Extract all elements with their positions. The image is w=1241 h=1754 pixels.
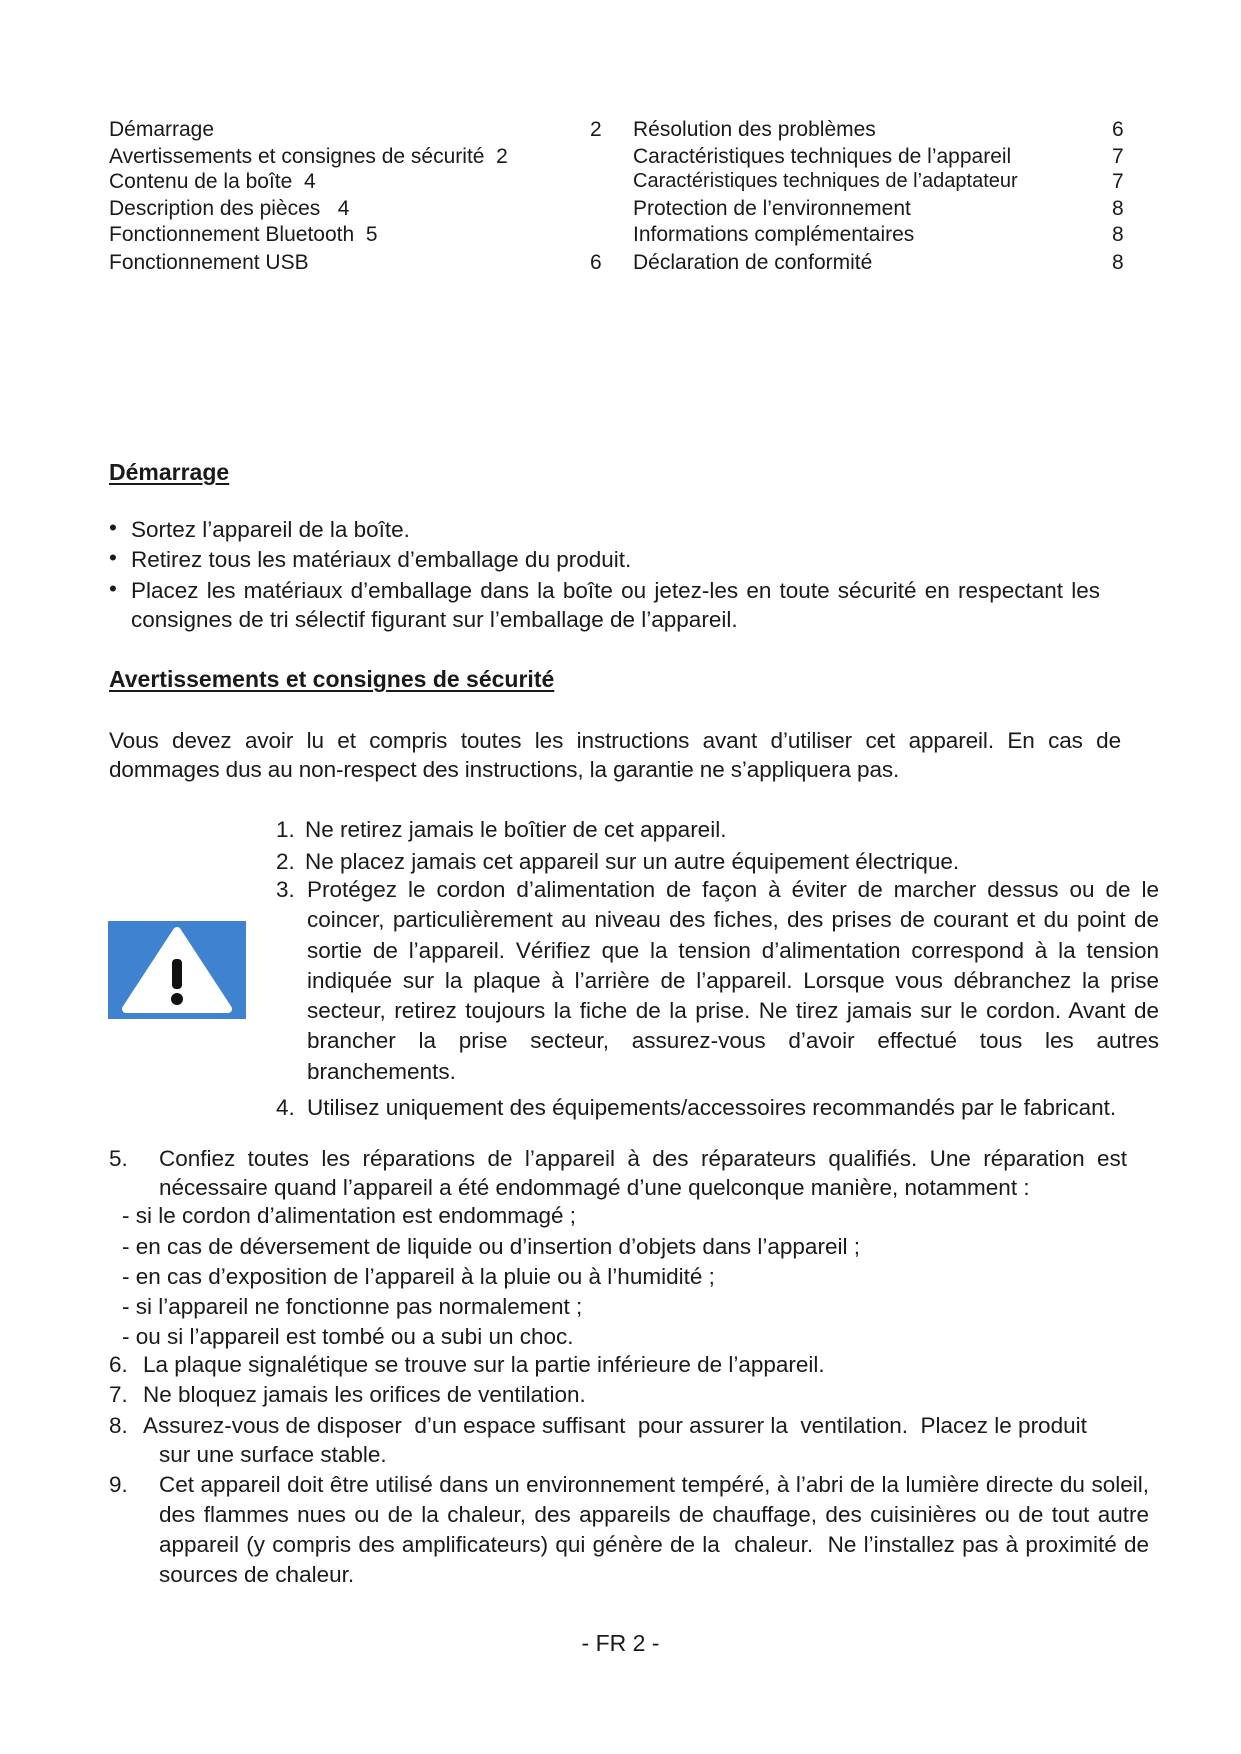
sub-list-item: - en cas d’exposition de l’appareil à la pluie ou à l’humidité ; [122,1264,715,1289]
sub-list-item: - ou si l’appareil est tombé ou a subi un choc. [122,1324,574,1349]
bullet-text: Retirez tous les matériaux d’emballage du produit. [131,547,632,572]
list-item-text-content: Assurez-vous de disposer d’un espace suffisant pour assurer la ventilation. Placez le produit sur une surface stable. [143,1413,1094,1467]
toc-entry-title: Fonctionnement Bluetooth [109,223,355,246]
toc-entry-page: 2 [590,118,602,141]
toc-entry[interactable] [109,221,378,248]
toc-entry-title: Fonctionnement USB [109,251,309,274]
toc-entry[interactable]: Informations complémentaires [633,223,915,246]
toc-entry-page: 4 [303,170,316,193]
sub-list-item: - si l’appareil ne fonctionne pas normalement ; [122,1294,583,1319]
sub-list-item: - si le cordon d’alimentation est endommagé ; [122,1203,576,1228]
list-item-text: La plaque signalétique se trouve sur la partie inférieure de l’appareil. [143,1352,825,1377]
toc-entry-page: 7 [1112,170,1124,193]
list-item-number: 2. [276,849,295,874]
list-item-number: 9. [109,1472,128,1497]
toc-entry-page: 7 [1112,145,1124,168]
bullet-symbol: • [109,515,117,540]
section-heading-demarrage: Démarrage [109,459,230,485]
list-item-text: Cet appareil doit être utilisé dans un environnement tempéré, à l’abri de la lumière directe du soleil, des flammes nues ou de la chaleur, des appareils de chauffage, des cuisinières ou de tout autre appareil (y compris des amplificateurs) qui génère de la chaleur. Ne l’installez pas à proximité de sources de chaleur. [159,1472,1156,1587]
toc-entry-page: 6 [1112,118,1124,141]
toc-entry[interactable]: Caractéristiques techniques de l’adaptateur [633,170,1018,192]
list-item-number: 3. [276,877,295,902]
list-item-text [143,1411,1113,1469]
toc-entry-title: Avertissements et consignes de sécurité [109,145,485,168]
list-item-number: 1. [276,817,295,842]
section-heading-safety: Avertissements et consignes de sécurité [109,666,555,692]
toc-entry[interactable]: Caractéristiques techniques de l’appareil [633,145,1012,168]
sub-list-item: - en cas de déversement de liquide ou d’insertion d’objets dans l’appareil ; [122,1234,860,1259]
toc-entry-page: 8 [1112,197,1124,220]
safety-intro: Vous devez avoir lu et compris toutes les instructions avant d’utiliser cet appareil. En cas de dommages dus au non-respect des instructions, la garantie ne s’appliquera pas. [109,728,1121,782]
toc-entry-page: 8 [1112,251,1124,274]
bullet-text: Sortez l’appareil de la boîte. [131,517,410,542]
page-number: - FR 2 - [581,1630,660,1656]
bullet-symbol: • [109,576,117,601]
list-item-text: Ne placez jamais cet appareil sur un autre équipement électrique. [305,849,960,874]
toc-entry[interactable]: Résolution des problèmes [633,118,876,141]
warning-icon-box [108,921,246,1019]
toc-entry[interactable]: Protection de l’environnement [633,197,911,220]
list-item-text: Utilisez uniquement des équipements/accessoires recommandés par le fabricant. [307,1095,1117,1120]
list-item-number: 7. [109,1382,128,1407]
toc-entry[interactable]: Déclaration de conformité [633,251,873,274]
toc-entry-title: Contenu de la boîte [109,170,293,193]
list-item-number: 8. [109,1413,128,1438]
toc-entry-page: 4 [337,197,350,220]
toc-entry-title: Description des pièces [109,197,321,220]
toc-entry[interactable] [109,249,309,276]
toc-entry-page: 6 [590,251,602,274]
list-item-text: Protégez le cordon d’alimentation de façon à éviter de marcher dessus ou de le coincer, particulièrement au niveau des fiches, des prises de courant et du point de sortie de l’appareil. Vérifiez que la tension d’alimentation correspond à la tension indiquée sur la plaque à l’arrière de l’appareil. Lorsque vous débranchez la prise secteur, retirez toujours la fiche de la prise. Ne tirez jamais sur le cordon. Avant de brancher la prise secteur, assurez-vous d’avoir effectué tous les autres branchements. [307,877,1159,1084]
bullet-symbol: • [109,545,117,570]
toc-entry[interactable] [109,143,508,170]
list-item-number: 4. [276,1095,295,1120]
toc-entry[interactable] [109,195,349,222]
toc-entry[interactable] [109,116,214,143]
toc-entry[interactable] [109,168,316,195]
toc-entry-page: 2 [496,145,508,168]
list-item-text: Confiez toutes les réparations de l’appareil à des réparateurs qualifiés. Une réparation est nécessaire quand l’appareil a été endommagé d’une quelconque manière, notamment : [159,1146,1127,1200]
list-item-text: Ne retirez jamais le boîtier de cet appareil. [305,817,727,842]
toc-entry-title: Démarrage [109,118,215,141]
list-item-number: 6. [109,1352,128,1377]
list-item-text: Ne bloquez jamais les orifices de ventilation. [143,1382,586,1407]
toc-entry-page: 8 [1112,223,1124,246]
warning-triangle-icon [108,921,246,1019]
bullet-text: Placez les matériaux d’emballage dans la boîte ou jetez-les en toute sécurité en respectant les consignes de tri sélectif figurant sur l’emballage de l’appareil. [131,578,1100,632]
bullet-item [109,515,117,541]
toc-entry-page: 5 [365,223,378,246]
list-item-number: 5. [109,1146,128,1171]
bullet-item [109,545,117,571]
